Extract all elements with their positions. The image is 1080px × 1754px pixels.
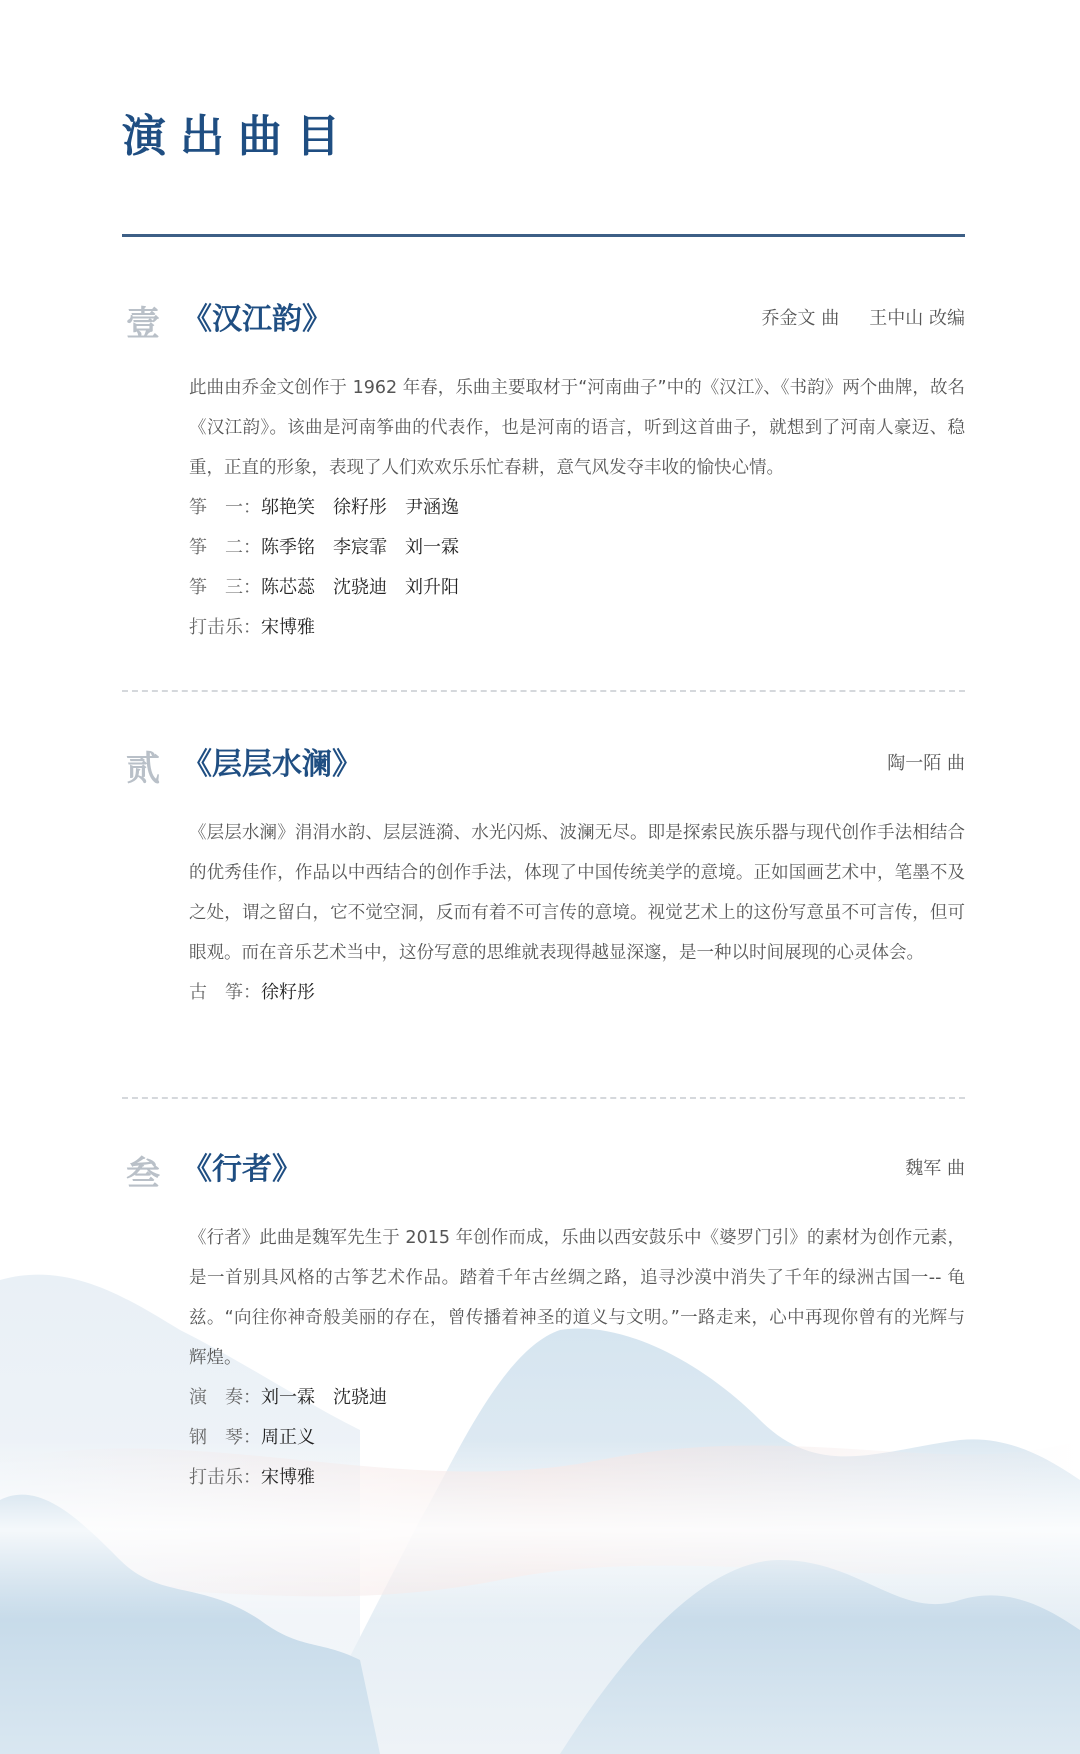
program-item-header xyxy=(122,737,965,787)
performer-row xyxy=(189,1418,965,1458)
performer-row xyxy=(189,528,965,568)
title-rule xyxy=(122,234,965,237)
program-item-2 xyxy=(122,737,965,1013)
performer-names: 邬艳笑 徐籽彤 尹涵逸 xyxy=(261,497,459,518)
performer-names: 刘一霖 沈骁迪 xyxy=(261,1387,387,1408)
performer-names: 周正义 xyxy=(261,1427,315,1448)
item-title: 《行者》 xyxy=(182,1152,302,1187)
item-description: 《层层水澜》涓涓水韵、层层涟漪、水光闪烁、波澜无尽。即是探索民族乐器与现代创作手法相结合的优秀佳作，作品以中西结合的创作手法，体现了中国传统美学的意境。正如国画艺术中，笔墨不及之处，谓之留白，它不觉空洞，反而有着不可言传的意境。视觉艺术上的这份写意虽不可言传，但可眼观。而在音乐艺术当中，这份写意的思维就表现得越显深邃，是一种以时间展现的心灵体会。 xyxy=(189,823,965,963)
performer-row xyxy=(189,1458,965,1498)
performer-names: 陈季铭 李宸霏 刘一霖 xyxy=(261,537,459,558)
performer-role: 古 筝： xyxy=(189,982,261,1003)
program-item-header xyxy=(122,1142,965,1192)
page-title: 演出曲目 xyxy=(122,111,354,162)
item-credits xyxy=(887,749,965,775)
performer-row xyxy=(189,488,965,528)
program-item-1 xyxy=(122,292,965,648)
performer-names: 宋博雅 xyxy=(261,617,315,638)
composer-credit: 乔金文 曲 xyxy=(761,308,840,329)
item-number: 贰 xyxy=(126,749,160,789)
performer-row xyxy=(189,973,965,1013)
program-item-header xyxy=(122,292,965,342)
performer-role: 钢 琴： xyxy=(189,1427,261,1448)
performer-list xyxy=(189,488,965,648)
item-title: 《汉江韵》 xyxy=(182,302,332,337)
composer-credit: 魏军 曲 xyxy=(905,1158,965,1179)
performer-role: 打击乐： xyxy=(189,1467,261,1488)
performer-role: 筝 一： xyxy=(189,497,261,518)
performer-role: 打击乐： xyxy=(189,617,261,638)
item-description: 此曲由乔金文创作于 1962 年春，乐曲主要取材于“河南曲子”中的《汉江》、《书韵》两个曲牌，故名《汉江韵》。该曲是河南筝曲的代表作，也是河南的语言，听到这首曲子，就想到了河南人豪迈、稳重，正直的形象，表现了人们欢欢乐乐忙春耕，意气风发夺丰收的愉快心情。 xyxy=(189,378,965,478)
program-item-3 xyxy=(122,1142,965,1498)
performer-row xyxy=(189,608,965,648)
program-item-body xyxy=(189,813,965,1013)
performer-names: 宋博雅 xyxy=(261,1467,315,1488)
performer-names: 陈芯蕊 沈骁迪 刘升阳 xyxy=(261,577,459,598)
item-title: 《层层水澜》 xyxy=(182,747,362,782)
item-number: 壹 xyxy=(126,304,160,344)
program-item-body xyxy=(189,1218,965,1498)
performer-row xyxy=(189,1378,965,1418)
performer-list xyxy=(189,973,965,1013)
performer-names: 徐籽彤 xyxy=(261,982,315,1003)
section-divider xyxy=(122,1097,965,1099)
program-item-body xyxy=(189,368,965,648)
arranger-credit: 王中山 改编 xyxy=(869,308,965,329)
item-credits xyxy=(905,1154,965,1180)
composer-credit: 陶一陌 曲 xyxy=(887,753,965,774)
item-number: 叁 xyxy=(126,1154,160,1194)
performer-role: 演 奏： xyxy=(189,1387,261,1408)
performer-role: 筝 二： xyxy=(189,537,261,558)
item-description: 《行者》此曲是魏军先生于 2015 年创作而成，乐曲以西安鼓乐中《婆罗门引》的素材为创作元素，是一首别具风格的古筝艺术作品。踏着千年古丝绸之路，追寻沙漠中消失了千年的绿洲古国一-- 龟兹。“向往你神奇般美丽的存在，曾传播着神圣的道义与文明。”一路走来，心中再现你曾有的光辉与辉煌。 xyxy=(189,1228,965,1368)
performer-role: 筝 三： xyxy=(189,577,261,598)
performer-list xyxy=(189,1378,965,1498)
item-credits xyxy=(762,304,965,330)
section-divider xyxy=(122,690,965,692)
performer-row xyxy=(189,568,965,608)
